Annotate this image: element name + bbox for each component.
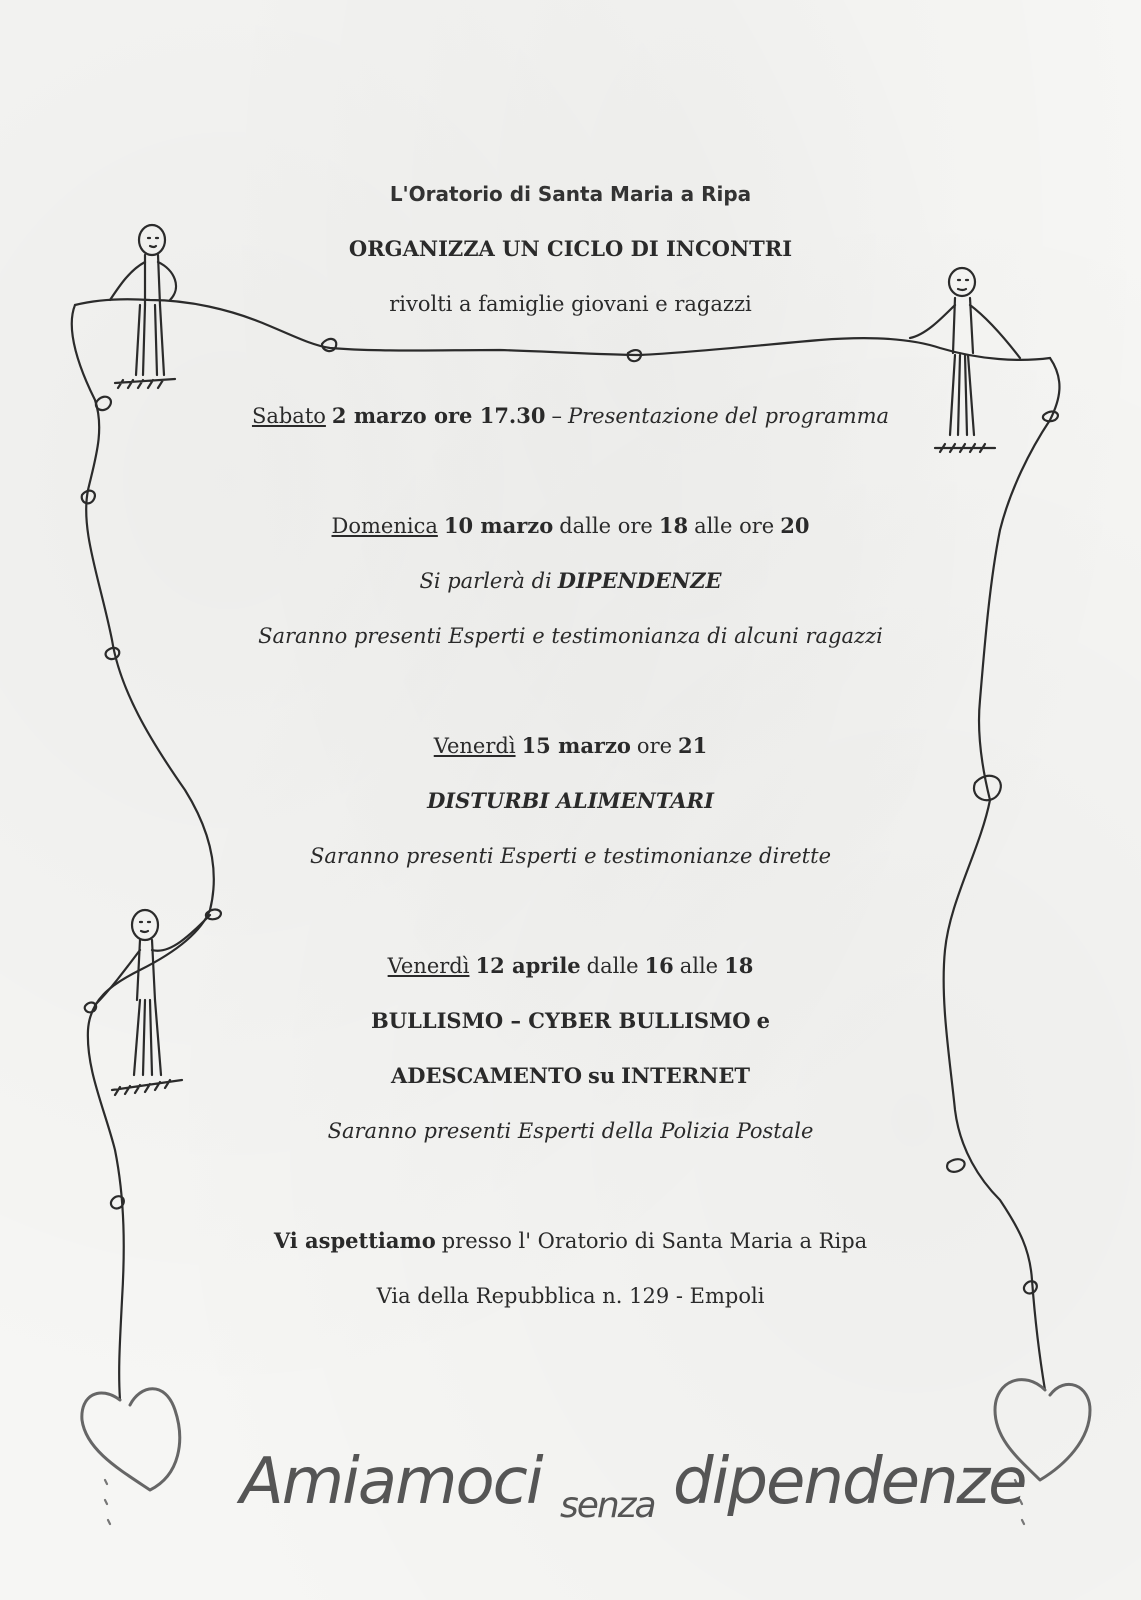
event-4-subject-line-1 [0,1007,1141,1035]
event-2-note: Saranno presenti Esperti e testimonianza di alcuni ragazzi [258,624,883,648]
event-3-line [0,732,1141,760]
event-3-time: 21 [678,733,708,758]
event-4-to-time: 18 [724,953,754,978]
event-2-to-word: alle ore [694,514,775,538]
event-3-subject: DISTURBI ALIMENTARI [427,788,714,813]
event-4-line [0,952,1141,980]
event-4-from-time: 16 [644,953,674,978]
headline: ORGANIZZA UN CICLO DI INCONTRI [348,236,793,261]
event-2-to-time: 20 [780,513,810,538]
event-1-line [0,402,1141,430]
event-4-subject-line-2 [0,1062,1141,1090]
org-name: L'Oratorio di Santa Maria a Ripa [389,182,752,206]
event-4-subject-2c: INTERNET [621,1063,751,1088]
event-4-day: Venerdì [387,954,470,978]
event-4-from-word: dalle [586,954,639,978]
event-2-date: 10 marzo [443,513,554,538]
event-4-subject-1b: e [756,1008,770,1033]
audience-line: rivolti a famiglie giovani e ragazzi [389,292,752,316]
event-3-note: Saranno presenti Esperti e testimonianze dirette [310,844,831,868]
invite-line [0,1227,1141,1255]
slogan-part-3: dipendenze [672,1445,1026,1519]
event-4-date: 12 aprile [475,953,581,978]
event-2-day: Domenica [331,514,438,538]
event-2-from-word: dalle ore [559,514,653,538]
invite-rest: presso l' Oratorio di Santa Maria a Ripa [441,1229,868,1253]
invite-bold: Vi aspettiamo [273,1228,436,1253]
event-1-topic: Presentazione del programma [567,404,890,428]
event-1-day: Sabato [251,404,326,428]
event-4-subject-2a: ADESCAMENTO [390,1063,583,1088]
event-1-dash: – [551,404,562,428]
event-3-date: 15 marzo [521,733,631,758]
event-4-note: Saranno presenti Esperti della Polizia Postale [327,1119,814,1143]
event-3-time-word: ore [636,734,673,758]
slogan-part-2: senza [559,1485,655,1526]
address-line: Via della Repubblica n. 129 - Empoli [376,1284,765,1308]
event-2-subject-intro: Si parlerà di [419,569,552,593]
event-1-date: 2 marzo ore 17.30 [331,403,546,428]
event-2-subject: DIPENDENZE [557,568,722,593]
event-2-line [0,512,1141,540]
slogan-part-1: Amiamoci [240,1445,542,1519]
event-4-subject-2b: su [588,1063,616,1088]
event-2-from-time: 18 [658,513,689,538]
event-4-to-word: alle [679,954,719,978]
slogan [240,1445,1026,1526]
event-2-subject-line [0,567,1141,595]
event-3-day: Venerdì [433,734,516,758]
event-4-subject-1a: BULLISMO – CYBER BULLISMO [371,1008,751,1033]
